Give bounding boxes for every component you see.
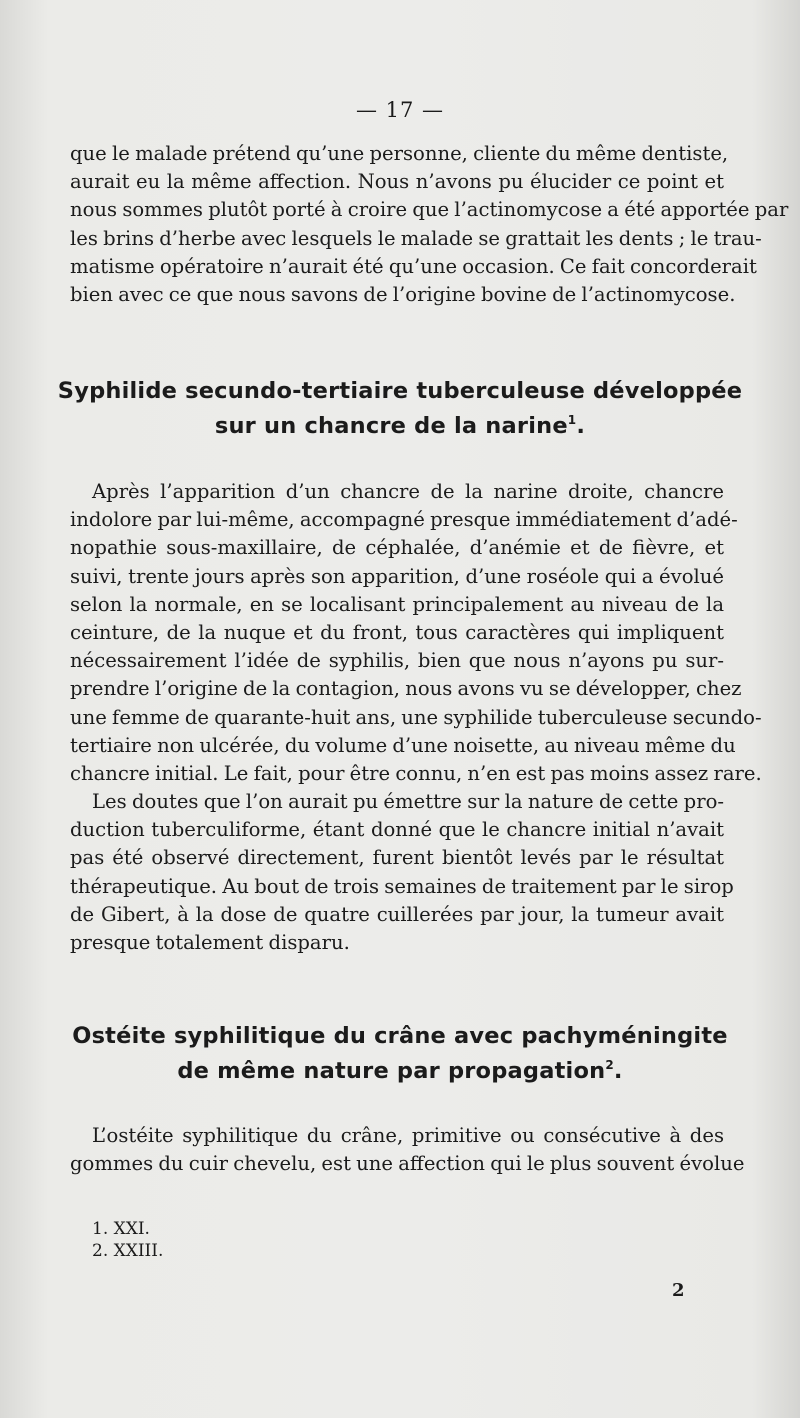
- heading-period: .: [576, 413, 586, 439]
- section-heading-osteite: [0, 1019, 800, 1089]
- text-line: thérapeutique. Au bout de trois semaines de traitement par le sirop: [70, 874, 734, 898]
- heading-line: Syphilide secundo-tertiaire tuberculeuse développée: [57, 378, 743, 404]
- paragraph-syphilide-case: [70, 478, 762, 788]
- text-line: nécessairement l’idée de syphilis, bien que nous n’ayons pu sur-: [70, 649, 724, 673]
- page-number: — 17 —: [355, 98, 445, 122]
- text-line: suivi, trente jours après son apparition, d’une roséole qui a évolué: [70, 564, 724, 588]
- heading-line: [0, 409, 800, 444]
- text-line: une femme de quarante-huit ans, une syphilide tuberculeuse secundo-: [70, 705, 762, 729]
- heading-text: sur un chancre de la narine: [214, 413, 568, 439]
- text-line: pas été observé directement, furent bientôt levés par le résultat: [70, 846, 724, 870]
- heading-text: de même nature par propagation: [177, 1058, 606, 1084]
- footnote: 1. XXI.: [92, 1219, 150, 1239]
- text-line: Après l’apparition d’un chancre de la narine droite, chancre: [92, 480, 724, 503]
- text-line: matisme opératoire n’aurait été qu’une occasion. Ce fait concorderait: [70, 254, 757, 278]
- heading-period: .: [613, 1058, 623, 1084]
- text-line: nopathie sous-maxillaire, de céphalée, d’anémie et de fièvre, et: [70, 536, 724, 560]
- paragraph-osteite-intro: [70, 1122, 745, 1178]
- signature-mark: 2: [672, 1280, 685, 1301]
- paragraph-actinomycose-end: [70, 140, 789, 309]
- text-line: chancre initial. Le fait, pour être connu, n’en est pas moins assez rare.: [70, 762, 762, 786]
- paragraph-therapeutic-result: [70, 788, 734, 957]
- text-line: indolore par lui-même, accompagné presque immédiatement d’adé-: [70, 508, 738, 532]
- text-line: ceinture, de la nuque et du front, tous caractères qui impliquent: [70, 621, 724, 645]
- text-line: tertiaire non ulcérée, du volume d’une noisette, au niveau même du: [70, 733, 736, 757]
- text-line: selon la normale, en se localisant principalement au niveau de la: [70, 592, 724, 616]
- footnote-ref: 1: [567, 413, 577, 427]
- footnotes: [92, 1218, 163, 1262]
- section-heading-syphilide: [0, 374, 800, 444]
- footnote-ref: 2: [605, 1058, 614, 1072]
- text-line: L’ostéite syphilitique du crâne, primitive ou consécutive à des: [92, 1124, 724, 1147]
- text-line: bien avec ce que nous savons de l’origine bovine de l’actinomycose.: [70, 283, 736, 307]
- text-line: prendre l’origine de la contagion, nous avons vu se développer, chez: [70, 677, 742, 701]
- text-line: presque totalement disparu.: [70, 931, 350, 955]
- text-line: Les doutes que l’on aurait pu émettre sur la nature de cette pro-: [92, 790, 724, 813]
- footnote: 2. XXIII.: [92, 1241, 164, 1261]
- heading-line: Ostéite syphilitique du crâne avec pachyméningite: [72, 1023, 728, 1049]
- text-line: que le malade prétend qu’une personne, cliente du même dentiste,: [70, 142, 729, 165]
- text-line: nous sommes plutôt porté à croire que l’actinomycose a été apportée par: [70, 198, 789, 222]
- text-line: aurait eu la même affection. Nous n’avons pu élucider ce point et: [70, 170, 724, 194]
- text-line: les brins d’herbe avec lesquels le malade se grattait les dents ; le trau-: [70, 226, 762, 250]
- text-line: gommes du cuir chevelu, est une affection qui le plus souvent évolue: [70, 1152, 745, 1176]
- text-line: duction tuberculiforme, étant donné que le chancre initial n’avait: [70, 818, 724, 842]
- text-line: de Gibert, à la dose de quatre cuillerées par jour, la tumeur avait: [70, 902, 724, 926]
- heading-line: [0, 1054, 800, 1089]
